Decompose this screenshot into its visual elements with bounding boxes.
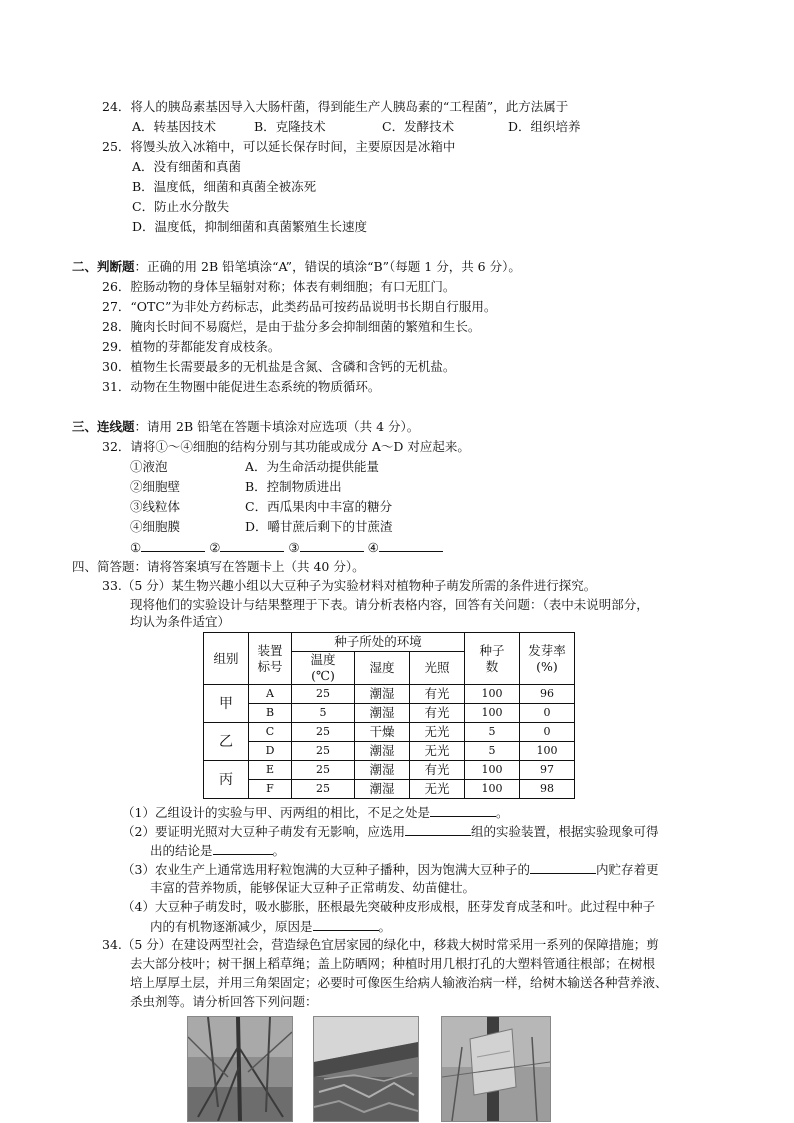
section3-title-rest: ：请用 2B 铅笔在答题卡填涂对应选项（共 4 分）。	[134, 419, 420, 434]
header-humidity: 湿度	[355, 652, 410, 685]
cell-id: D	[249, 742, 292, 761]
q29: 29．植物的芽都能发育成枝条。	[102, 339, 281, 354]
header-temp	[292, 652, 355, 685]
photo-iv-drip	[441, 1016, 551, 1122]
answer-blank-1[interactable]	[141, 539, 205, 552]
cell-id: B	[249, 704, 292, 723]
match-left-1: ①液泡	[130, 459, 168, 474]
cell-light: 无光	[410, 742, 465, 761]
cell-seeds: 100	[465, 780, 520, 799]
q33-sub2-text3: 出的结论是	[150, 843, 213, 858]
cell-temp: 25	[292, 780, 355, 799]
section2-title-rest: ：正确的用 2B 铅笔填涂“A”，错误的填涂“B”（每题 1 分，共 6 分）。	[134, 259, 521, 274]
q33-sub2-text: （2）要证明光照对大豆种子萌发有无影响，应选用	[122, 824, 405, 839]
q28: 28．腌肉长时间不易腐烂，是由于盐分多会抑制细菌的繁殖和生长。	[102, 319, 481, 334]
q33-sub2-end: 。	[272, 843, 286, 858]
q33-sub2-blank2[interactable]	[213, 842, 273, 855]
header-device-line1: 装置	[257, 642, 283, 658]
q33-line2: 现将他们的实验设计与结果整理于下表。请分析表格内容，回答有关问题：（表中未说明部分，	[130, 597, 649, 612]
header-temp-line1: 温度	[310, 652, 336, 667]
cell-seeds: 5	[465, 742, 520, 761]
cell-rate: 0	[520, 723, 575, 742]
q31: 31．动物在生物圈中能促进生态系统的物质循环。	[102, 379, 381, 394]
q34-line4: 杀虫剂等。请分析回答下列问题：	[130, 994, 318, 1009]
cell-seeds: 5	[465, 723, 520, 742]
q33-sub2-cont	[150, 842, 285, 859]
cell-id: F	[249, 780, 292, 799]
match-answer-row	[130, 539, 443, 556]
section3-title-bold: 三、连线题	[72, 419, 135, 434]
cell-temp: 25	[292, 723, 355, 742]
cell-id: C	[249, 723, 292, 742]
q33-sub1-blank[interactable]	[430, 804, 496, 817]
cell-humidity: 潮湿	[355, 780, 410, 799]
answer-blank-3[interactable]	[300, 539, 364, 552]
header-rate-line2: (%)	[536, 658, 558, 674]
q25-option-b: B．温度低，细菌和真菌全被冻死	[132, 179, 317, 194]
q33-sub2	[122, 823, 658, 840]
cell-humidity: 潮湿	[355, 685, 410, 704]
q33-sub4: （4）大豆种子萌发时，吸水膨胀，胚根最先突破种皮形成根，胚芽发育成茎和叶。此过程中种子	[122, 899, 655, 914]
cell-id: A	[249, 685, 292, 704]
q25-option-d: D．温度低，抑制细菌和真菌繁殖生长速度	[132, 219, 368, 234]
match-left-2: ②细胞壁	[130, 479, 181, 494]
header-temp-line2: (℃)	[311, 668, 335, 683]
answer-label-1: ①	[130, 540, 142, 555]
cell-id: E	[249, 761, 292, 780]
answer-label-4: ④	[367, 540, 379, 555]
header-device-line2: 标号	[257, 658, 283, 674]
q33-sub4-end: 。	[378, 919, 392, 934]
q33-sub3-blank[interactable]	[530, 861, 596, 874]
q32-stem: 32．请将①～④细胞的结构分别与其功能或成分 A～D 对应起来。	[102, 439, 470, 454]
q25-option-c: C．防止水分散失	[132, 199, 230, 214]
match-right-b: B．控制物质进出	[245, 479, 342, 494]
q25-option-a: A．没有细菌和真菌	[132, 159, 242, 174]
q33-sub4-cont	[150, 918, 391, 935]
cell-light: 有光	[410, 761, 465, 780]
answer-blank-4[interactable]	[379, 539, 443, 552]
header-environment: 种子所处的环境	[292, 633, 465, 652]
header-group: 组别	[204, 633, 249, 685]
q24-option-c: C．发酵技术	[382, 119, 455, 134]
cell-light: 无光	[410, 723, 465, 742]
cell-humidity: 潮湿	[355, 704, 410, 723]
cell-light: 有光	[410, 685, 465, 704]
match-left-3: ③线粒体	[130, 499, 181, 514]
group-bing: 丙	[204, 761, 249, 799]
header-device	[249, 633, 292, 685]
q33-sub3-cont: 丰富的营养物质，能够保证大豆种子正常萌发、幼苗健壮。	[150, 880, 476, 895]
match-right-a: A．为生命活动提供能量	[245, 459, 380, 474]
cell-seeds: 100	[465, 685, 520, 704]
q33-sub4-blank[interactable]	[313, 918, 379, 931]
answer-label-2: ②	[209, 540, 221, 555]
q33-sub1-end: 。	[495, 805, 509, 820]
q33-sub1-text: （1）乙组设计的实验与甲、丙两组的相比，不足之处是	[122, 805, 430, 820]
cell-rate: 97	[520, 761, 575, 780]
cell-humidity: 潮湿	[355, 761, 410, 780]
section4-title: 四、简答题：请将答案填写在答题卡上（共 40 分）。	[72, 559, 365, 574]
match-right-c: C．西瓜果肉中丰富的糖分	[245, 499, 393, 514]
q27: 27．“OTC”为非处方药标志，此类药品可按药品说明书长期自行服用。	[102, 299, 497, 314]
header-rate-line1: 发芽率	[528, 642, 566, 658]
photo-straw-mulch	[313, 1016, 419, 1122]
match-right-d: D．嚼甘蔗后剩下的甘蔗渣	[245, 519, 393, 534]
q34-line1: 34.（5 分）在建设两型社会，营造绿色宜居家园的绿化中，移栽大树时常采用一系列的保障措施；剪	[102, 937, 659, 952]
cell-temp: 25	[292, 742, 355, 761]
cell-humidity: 干燥	[355, 723, 410, 742]
q33-sub1	[122, 804, 508, 821]
cell-temp: 5	[292, 704, 355, 723]
cell-rate: 96	[520, 685, 575, 704]
cell-light: 无光	[410, 780, 465, 799]
cell-temp: 25	[292, 685, 355, 704]
group-yi: 乙	[204, 723, 249, 761]
section2-title-bold: 二、判断题	[72, 259, 135, 274]
q30: 30．植物生长需要最多的无机盐是含氮、含磷和含钙的无机盐。	[102, 359, 456, 374]
q24-option-d: D．组织培养	[508, 119, 581, 134]
header-seeds	[465, 633, 520, 685]
experiment-table	[203, 632, 575, 799]
cell-light: 有光	[410, 704, 465, 723]
q26: 26．腔肠动物的身体呈辐射对称；体表有刺细胞；有口无肛门。	[102, 279, 456, 294]
cell-seeds: 100	[465, 704, 520, 723]
answer-label-3: ③	[288, 540, 300, 555]
cell-rate: 100	[520, 742, 575, 761]
match-left-4: ④细胞膜	[130, 519, 181, 534]
header-light: 光照	[410, 652, 465, 685]
q33-sub3	[122, 861, 658, 878]
q33-sub2-text2: 组的实验装置，根据实验现象可得	[470, 824, 659, 839]
q33-stem: 33.（5 分）某生物兴趣小组以大豆种子为实验材料对植物种子萌发所需的条件进行探究。	[102, 578, 597, 593]
q33-sub4-text: 内的有机物逐渐减少，原因是	[150, 919, 313, 934]
q33-sub2-blank1[interactable]	[405, 823, 471, 836]
q33-line3: 均认为条件适宜）	[130, 614, 231, 629]
q34-line2: 去大部分枝叶；树干捆上稻草绳；盖上防晒网；种植时用几根打孔的大塑料管通往根部；在树根	[130, 956, 656, 971]
cell-temp: 25	[292, 761, 355, 780]
header-seeds-line1: 种子	[479, 642, 505, 658]
q33-sub3-text2: 内贮存着更	[595, 862, 659, 877]
cell-rate: 98	[520, 780, 575, 799]
photo-tree-supports	[187, 1016, 293, 1122]
cell-seeds: 100	[465, 761, 520, 780]
q24-stem: 24．将人的胰岛素基因导入大肠杆菌，得到能生产人胰岛素的“工程菌”，此方法属于	[102, 99, 569, 114]
cell-humidity: 潮湿	[355, 742, 410, 761]
header-rate	[520, 633, 575, 685]
cell-rate: 0	[520, 704, 575, 723]
section2-title	[72, 259, 521, 275]
q34-line3: 培上厚厚土层，并用三角架固定；必要时可像医生给病人输液治病一样，给树木输送各种营养液、	[130, 975, 668, 990]
q25-stem: 25．将馒头放入冰箱中，可以延长保存时间，主要原因是冰箱中	[102, 139, 456, 154]
answer-blank-2[interactable]	[220, 539, 284, 552]
group-jia: 甲	[204, 685, 249, 723]
q33-sub3-text: （3）农业生产上通常选用籽粒饱满的大豆种子播种，因为饱满大豆种子的	[122, 862, 530, 877]
q24-option-a: A．转基因技术	[132, 119, 217, 134]
header-seeds-line2: 数	[485, 658, 499, 674]
q24-option-b: B．克隆技术	[254, 119, 326, 134]
section3-title	[72, 419, 419, 435]
